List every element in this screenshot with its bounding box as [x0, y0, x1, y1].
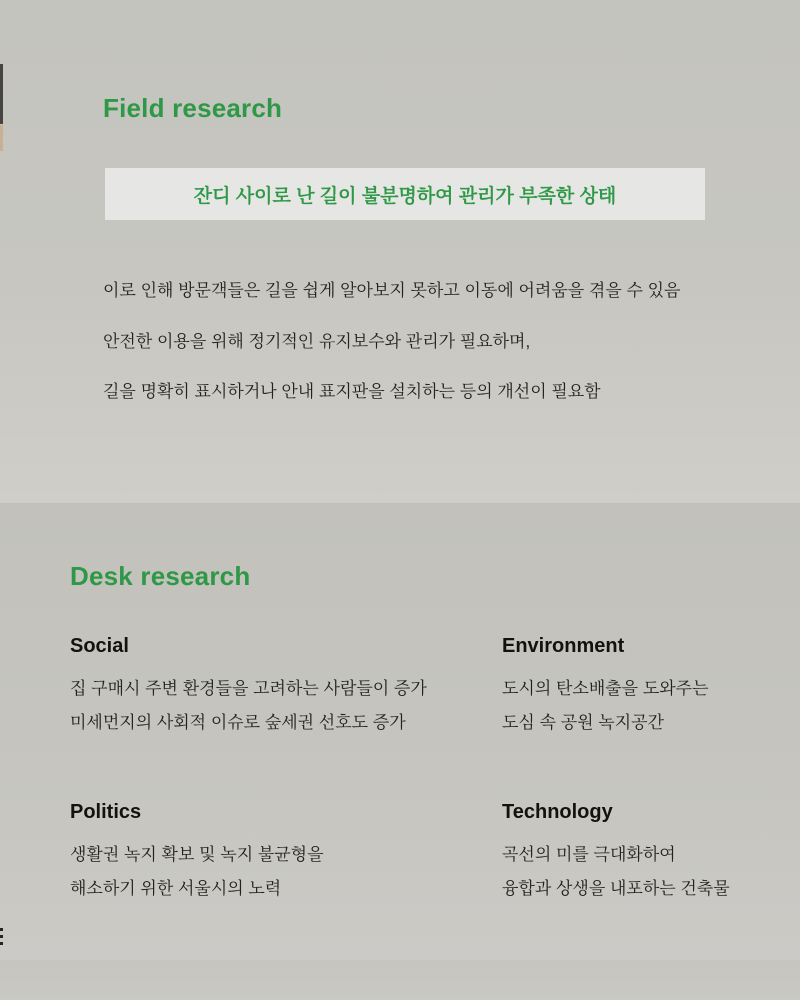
card-environment-line-1: 도시의 탄소배출을 도와주는: [502, 679, 709, 698]
card-environment: [502, 634, 709, 740]
left-edge-photo-sliver-tan: [0, 125, 3, 151]
card-social: [70, 634, 427, 740]
desk-research-title: Desk research: [70, 561, 251, 591]
card-politics-line-1: 생활권 녹지 확보 및 녹지 불균형을: [70, 845, 324, 864]
card-technology-line-1: 곡선의 미를 극대화하여: [502, 845, 676, 864]
card-social-line-2: 미세먼지의 사회적 이슈로 숲세권 선호도 증가: [70, 713, 406, 732]
card-technology-line-2: 융합과 상생을 내포하는 건축물: [502, 879, 730, 898]
card-environment-heading: Environment: [502, 635, 625, 657]
card-technology-heading: Technology: [502, 801, 613, 823]
field-research-line-1: 이로 인해 방문객들은 길을 쉽게 알아보지 못하고 이동에 어려움을 겪을 수 있음: [103, 281, 681, 300]
field-research-line-2: 안전한 이용을 위해 정기적인 유지보수와 관리가 필요하며,: [103, 332, 531, 351]
left-edge-text-fragment: [0, 928, 3, 950]
field-research-title: Field research: [103, 93, 283, 123]
desk-research-section: [0, 503, 800, 960]
next-section-strip: [0, 960, 800, 1000]
highlight-box: [105, 168, 705, 220]
card-politics: [70, 800, 324, 906]
card-social-line-1: 집 구매시 주변 환경들을 고려하는 사람들이 증가: [70, 679, 427, 698]
card-technology: [502, 800, 730, 906]
card-environment-line-2: 도심 속 공원 녹지공간: [502, 713, 664, 732]
highlight-text: 잔디 사이로 난 길이 불분명하여 관리가 부족한 상태: [193, 185, 617, 207]
field-research-line-3: 길을 명확히 표시하거나 안내 표지판을 설치하는 등의 개선이 필요함: [103, 382, 601, 401]
card-politics-line-2: 해소하기 위한 서울시의 노력: [70, 879, 282, 898]
card-politics-heading: Politics: [70, 801, 142, 823]
card-social-heading: Social: [70, 635, 129, 657]
left-edge-photo-sliver-dark: [0, 64, 3, 124]
